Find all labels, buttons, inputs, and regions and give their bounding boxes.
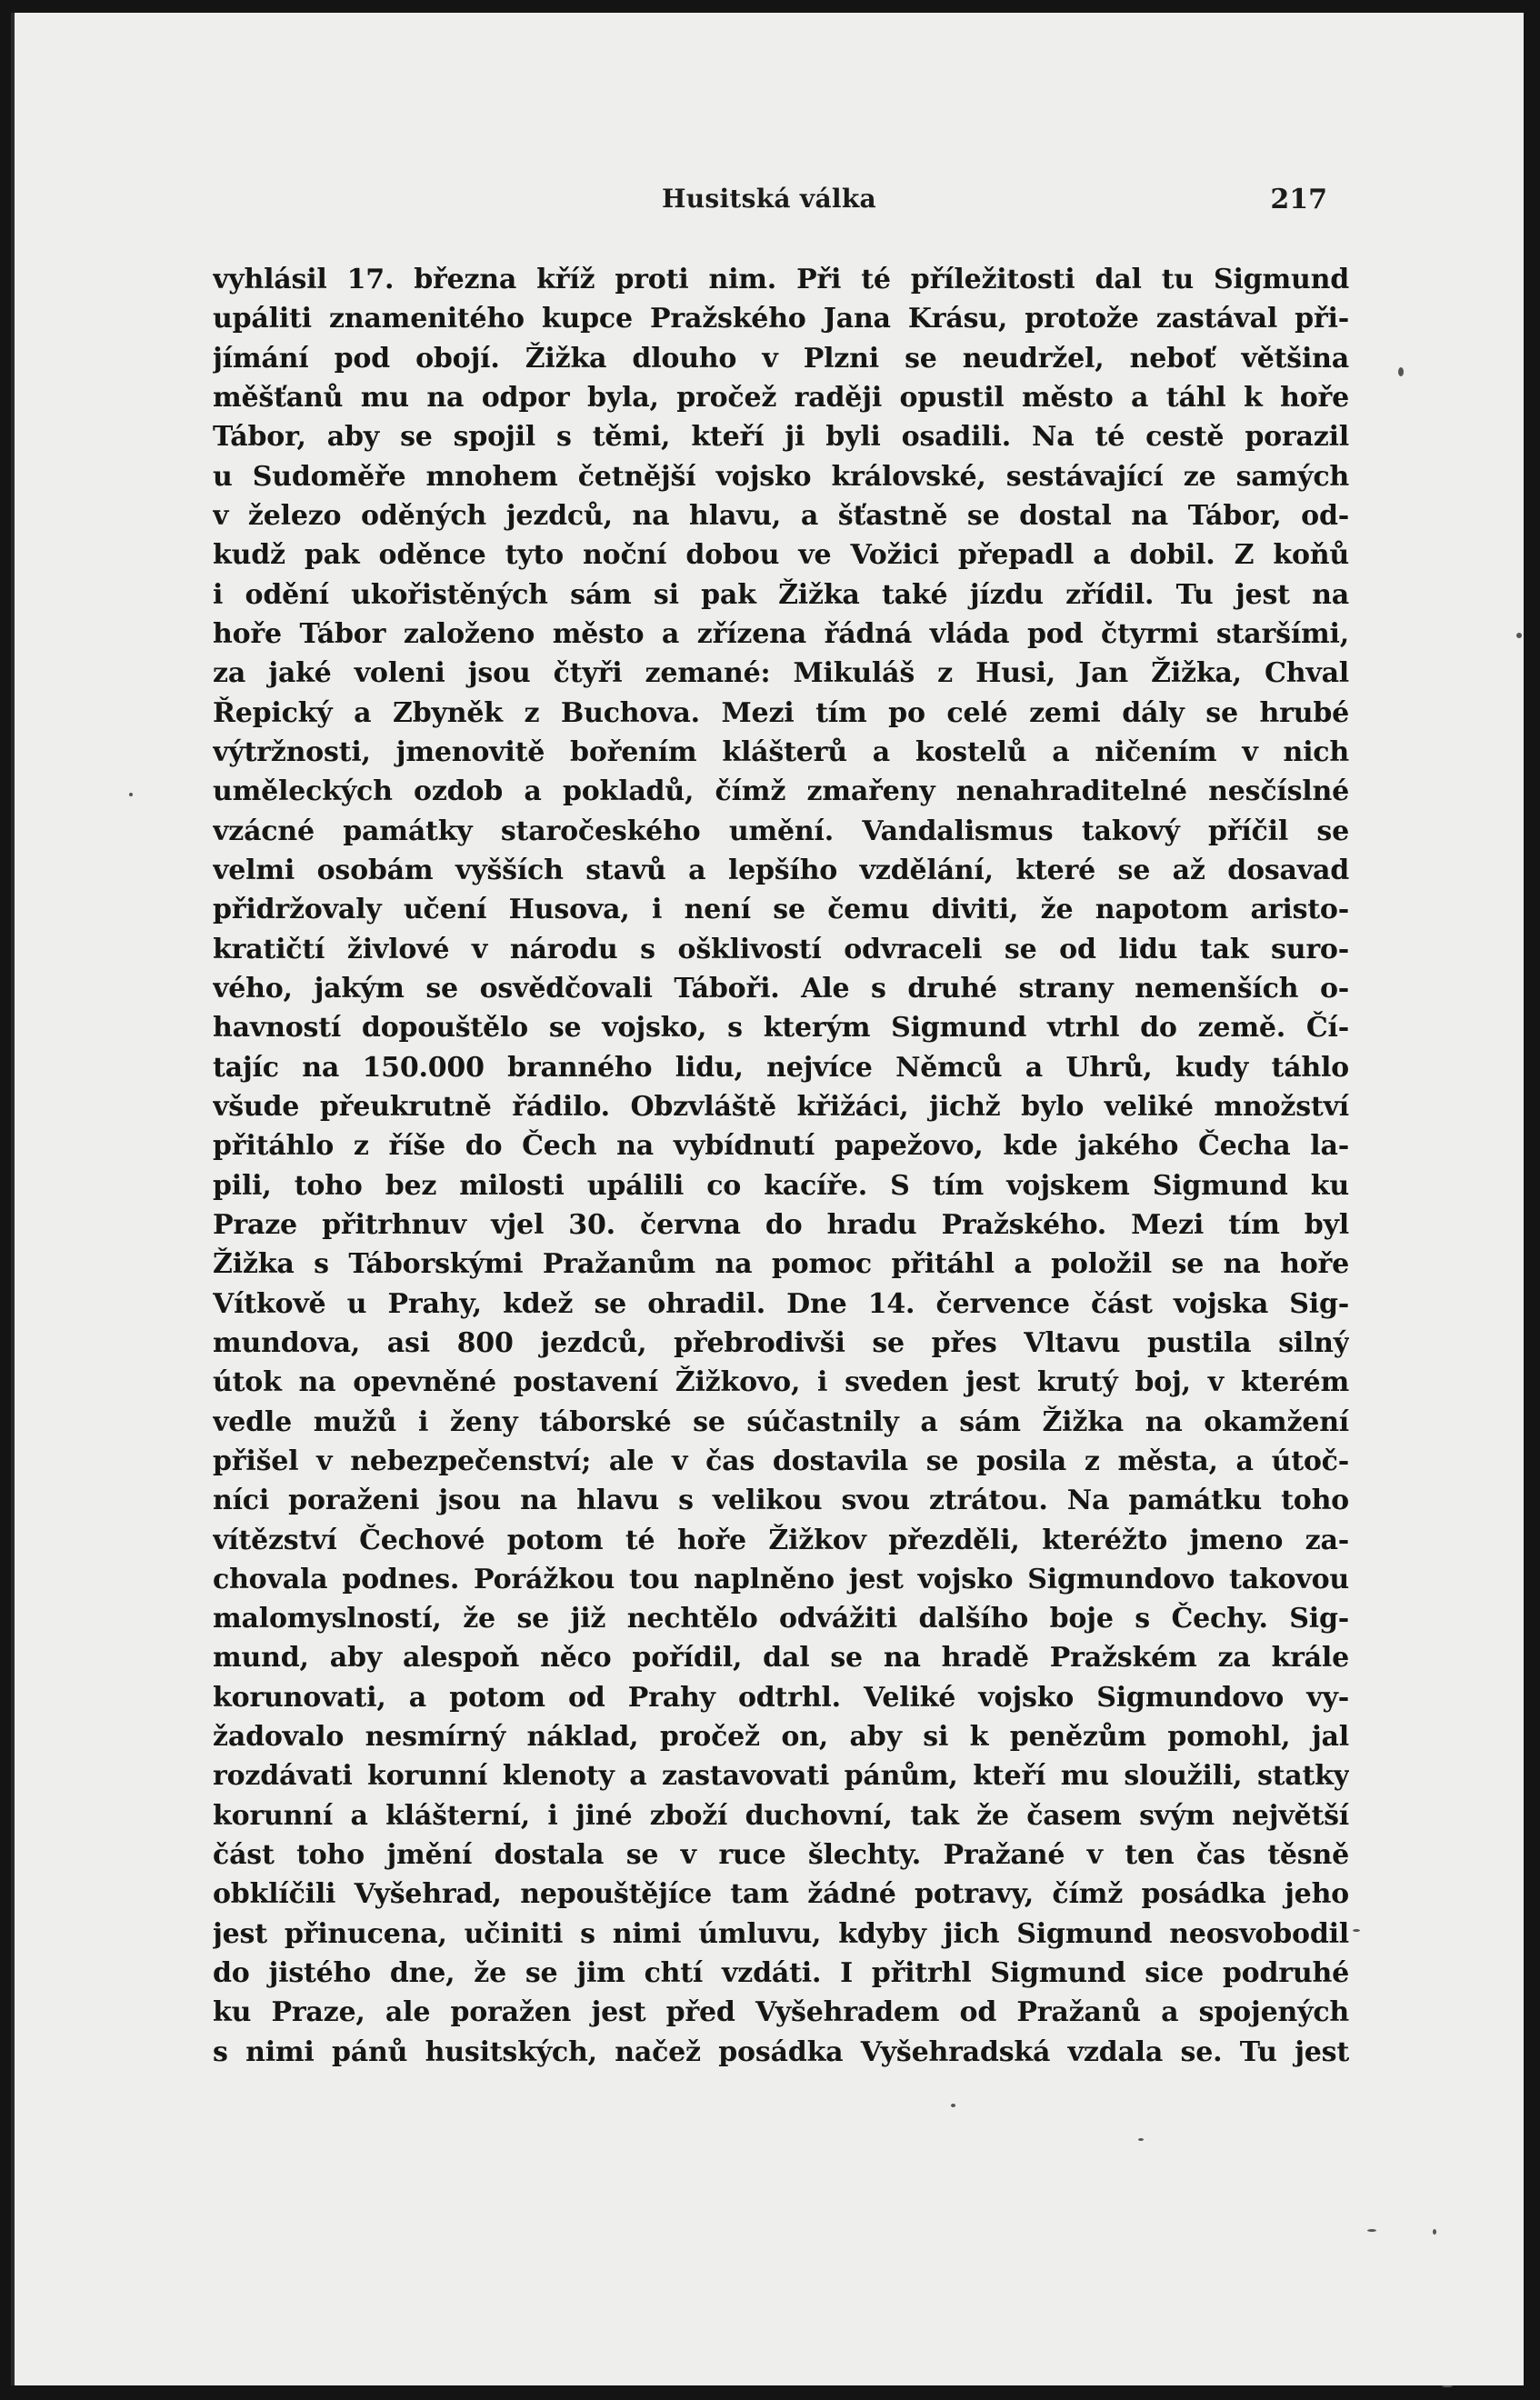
scan-speck bbox=[951, 2104, 955, 2107]
text-line: obklíčili Vyšehrad, nepouštějíce tam žádné potravy, čímž posádka jeho bbox=[213, 1878, 1349, 1911]
text-line: malomyslností, že se již nechtělo odvážiti dalšího boje s Čechy. Sig- bbox=[213, 1603, 1349, 1635]
body-text bbox=[213, 260, 1349, 2072]
text-line: do jistého dne, že se jim chtí vzdáti. I přitrhl Sigmund sice podruhé bbox=[213, 1957, 1349, 1990]
text-line: hoře Tábor založeno město a zřízena řádná vláda pod čtyrmi staršími, bbox=[213, 617, 1349, 650]
page-header bbox=[15, 184, 1524, 220]
text-line: přišel v nebezpečenství; ale v čas dostavila se posila z města, a útoč- bbox=[213, 1445, 1349, 1477]
page-number: 217 bbox=[1270, 184, 1327, 215]
text-line: Vítkově u Prahy, kdež se ohradil. Dne 14. července část vojska Sig- bbox=[213, 1287, 1349, 1320]
text-line: chovala podnes. Porážkou tou naplněno jest vojsko Sigmundovo takovou bbox=[213, 1563, 1349, 1595]
text-line: s nimi pánů husitských, načež posádka Vyšehradská vzdala se. Tu jest bbox=[213, 2035, 1349, 2068]
text-line: Řepický a Zbyněk z Buchova. Mezi tím po celé zemi dály se hrubé bbox=[213, 696, 1349, 729]
scan-speck bbox=[1367, 2229, 1376, 2232]
text-line: mundova, asi 800 jezdců, přebrodivši se přes Vltavu pustila silný bbox=[213, 1326, 1349, 1359]
text-line: vedle mužů i ženy táborské se súčastnily a sám Žižka na okamžení bbox=[213, 1405, 1349, 1438]
text-line: níci poraženi jsou na hlavu s velikou svou ztrátou. Na památku toho bbox=[213, 1485, 1349, 1517]
text-line: měšťanů mu na odpor byla, pročež raději opustil město a táhl k hoře bbox=[213, 381, 1349, 414]
text-line: rozdávati korunní klenoty a zastavovati pánům, kteří mu sloužili, statky bbox=[213, 1760, 1349, 1793]
text-line: vyhlásil 17. března kříž proti nim. Při té příležitosti dal tu Sigmund bbox=[213, 264, 1349, 295]
text-line: vítězství Čechové potom té hoře Žižkov přezděli, kteréžto jmeno za- bbox=[213, 1524, 1349, 1556]
text-line: uměleckých ozdob a pokladů, čímž zmařeny nenahraditelné nesčíslné bbox=[213, 775, 1349, 808]
text-line: všude přeukrutně řádilo. Obzvláště křižáci, jichž bylo veliké množství bbox=[213, 1090, 1349, 1123]
text-line: u Sudoměře mnohem četnější vojsko královské, sestávající ze samých bbox=[213, 460, 1349, 493]
text-line: ku Praze, ale poražen jest před Vyšehradem od Pražanů a spojených bbox=[213, 1996, 1349, 2029]
text-line: i odění ukořistěných sám si pak Žižka také jízdu zřídil. Tu jest na bbox=[213, 578, 1349, 611]
text-line: Tábor, aby se spojil s těmi, kteří ji byli osadili. Na té cestě porazil bbox=[213, 421, 1349, 454]
text-line: výtržnosti, jmenovitě bořením klášterů a kostelů a ničením v nich bbox=[213, 735, 1349, 768]
text-line: kudž pak oděnce tyto noční dobou ve Vožici přepadl a dobil. Z koňů bbox=[213, 539, 1349, 572]
text-line: přidržovaly učení Husova, i není se čemu diviti, že napotom aristo- bbox=[213, 894, 1349, 926]
text-line: část toho jmění dostala se v ruce šlechty. Pražané v ten čas těsně bbox=[213, 1839, 1349, 1872]
text-line: žadovalo nesmírný náklad, pročež on, aby si k penězům pomohl, jal bbox=[213, 1721, 1349, 1754]
text-line: vého, jakým se osvědčovali Táboři. Ale s druhé strany nemenších o- bbox=[213, 972, 1349, 1005]
scan-speck bbox=[1433, 2229, 1436, 2235]
text-line: Praze přitrhnuv vjel 30. června do hradu Pražského. Mezi tím byl bbox=[213, 1208, 1349, 1241]
scan-speck bbox=[1138, 2138, 1144, 2141]
text-line: tajíc na 150.000 branného lidu, nejvíce Němců a Uhrů, kudy táhlo bbox=[213, 1051, 1349, 1084]
scan-speck bbox=[1398, 367, 1404, 376]
text-line: jest přinucena, učiniti s nimi úmluvu, kdyby jich Sigmund neosvobodil bbox=[213, 1917, 1349, 1950]
text-line: pili, toho bez milosti upálili co kacíře. S tím vojskem Sigmund ku bbox=[213, 1169, 1349, 1202]
text-line: za jaké voleni jsou čtyři zemané: Mikuláš z Husi, Jan Žižka, Chval bbox=[213, 657, 1349, 690]
text-line: vzácné památky staročeského umění. Vandalismus takový příčil se bbox=[213, 815, 1349, 847]
text-line: v železo oděných jezdců, na hlavu, a šťastně se dostal na Tábor, od- bbox=[213, 499, 1349, 532]
text-line: kratičtí živlové v národu s ošklivostí odvraceli se od lidu tak suro- bbox=[213, 933, 1349, 965]
text-line: upáliti znamenitého kupce Pražského Jana Krásu, protože zastával při- bbox=[213, 303, 1349, 335]
text-line: přitáhlo z říše do Čech na vybídnutí papežovo, kde jakého Čecha la- bbox=[213, 1130, 1349, 1163]
book-page bbox=[11, 13, 1524, 2385]
text-line: havností dopouštělo se vojsko, s kterým Sigmund vtrhl do země. Čí- bbox=[213, 1012, 1349, 1045]
text-line: velmi osobám vyšších stavů a lepšího vzdělání, které se až dosavad bbox=[213, 854, 1349, 886]
text-line: útok na opevněné postavení Žižkovo, i sveden jest krutý boj, v kterém bbox=[213, 1366, 1349, 1399]
scan-speck bbox=[1353, 1929, 1360, 1932]
text-line: jímání pod obojí. Žižka dlouho v Plzni se neudržel, neboť většina bbox=[213, 342, 1349, 375]
text-line: mund, aby alespoň něco pořídil, dal se na hradě Pražském za krále bbox=[213, 1642, 1349, 1675]
text-line: Žižka s Táborskými Pražanům na pomoc přitáhl a položil se na hoře bbox=[213, 1248, 1349, 1281]
scan-speck bbox=[1442, 2385, 1453, 2387]
running-head: Husitská válka bbox=[662, 184, 876, 214]
text-line: korunní a klášterní, i jiné zboží duchovní, tak že časem svým největší bbox=[213, 1799, 1349, 1832]
text-line: korunovati, a potom od Prahy odtrhl. Veliké vojsko Sigmundovo vy- bbox=[213, 1681, 1349, 1714]
scan-speck bbox=[1516, 633, 1522, 638]
scan-speck bbox=[129, 793, 133, 796]
